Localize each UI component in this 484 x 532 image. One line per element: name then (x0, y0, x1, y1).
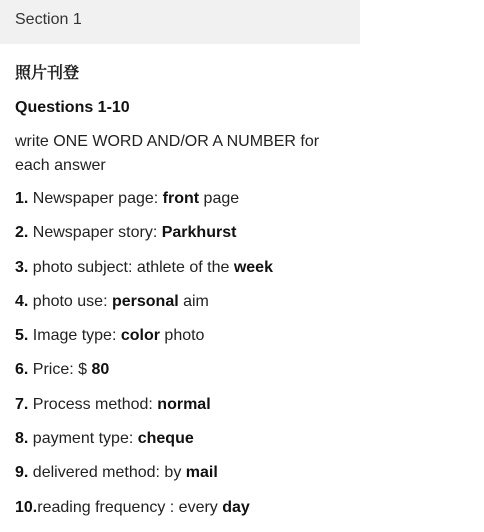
section-title: Section 1 (15, 11, 82, 28)
question-prompt: photo use: (28, 292, 112, 310)
questions-heading: Questions 1-10 (15, 99, 130, 116)
question-answer: color (120, 327, 160, 345)
question-item (15, 258, 345, 278)
question-answer: day (222, 498, 250, 516)
question-suffix: page (199, 190, 240, 207)
question-prompt: Newspaper page: (28, 190, 163, 207)
question-item (15, 395, 345, 415)
instruction-text: write ONE WORD AND/OR A NUMBER for each answer (15, 133, 320, 174)
question-number: 2. (15, 224, 29, 242)
question-answer: front (162, 190, 200, 207)
question-prompt: photo subject: athlete of the (28, 258, 234, 276)
question-number: 10. (15, 498, 38, 516)
task-title: 照片刊登 (15, 63, 80, 82)
question-answer: personal (111, 292, 179, 310)
question-answer: cheque (137, 430, 194, 448)
question-item (15, 429, 345, 449)
question-item (15, 360, 345, 380)
question-number: 7. (15, 395, 29, 413)
question-number: 3. (15, 258, 29, 276)
question-prompt: Newspaper story: (28, 224, 162, 242)
question-number: 9. (15, 464, 29, 482)
question-suffix: aim (178, 292, 209, 310)
question-prompt: delivered method: by (28, 464, 186, 482)
question-list (15, 189, 345, 518)
question-item (15, 189, 345, 209)
question-number: 5. (15, 327, 29, 345)
question-answer: week (233, 258, 273, 276)
question-answer: normal (157, 395, 211, 413)
question-answer: 80 (91, 361, 110, 379)
question-number: 1. (15, 190, 29, 207)
question-number: 6. (15, 361, 29, 379)
question-number: 4. (15, 292, 29, 310)
question-prompt: reading frequency : every (37, 498, 223, 516)
question-item (15, 463, 345, 483)
question-prompt: Process method: (28, 395, 158, 413)
question-item (15, 326, 345, 346)
question-item (15, 498, 345, 518)
question-answer: mail (185, 464, 218, 482)
question-prompt: Image type: (28, 327, 121, 345)
question-suffix: photo (159, 327, 205, 345)
question-answer: Parkhurst (161, 224, 237, 242)
question-prompt: payment type: (28, 430, 138, 448)
question-prompt: Price: $ (28, 361, 92, 379)
question-number: 8. (15, 430, 29, 448)
question-item (15, 292, 345, 312)
question-content (15, 60, 345, 532)
question-item (15, 223, 345, 243)
section-header (0, 0, 360, 44)
